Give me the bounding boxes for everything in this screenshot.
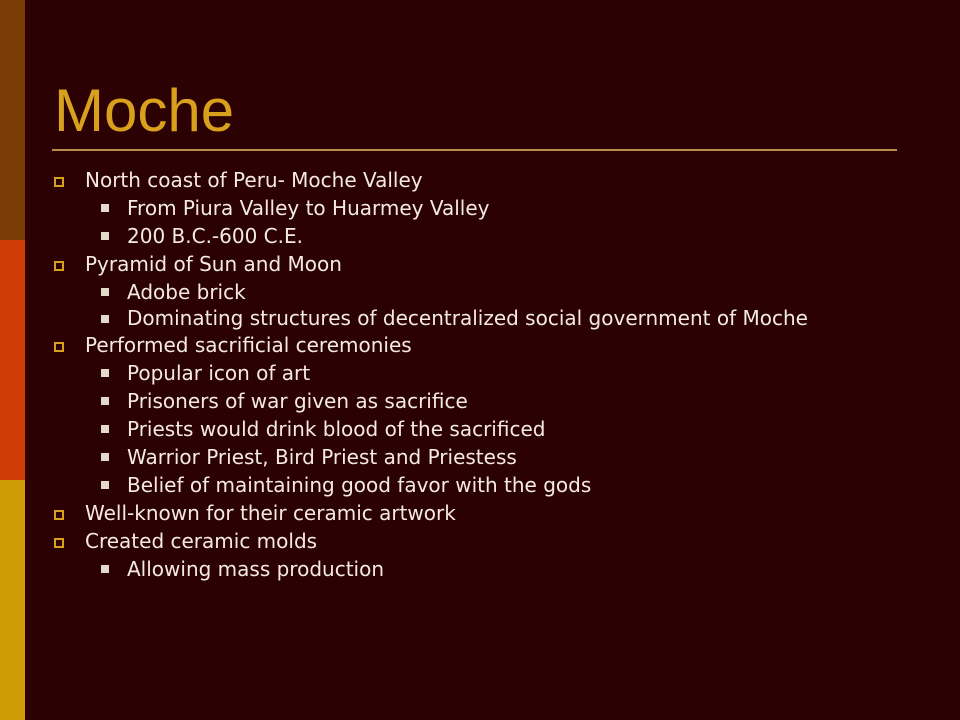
sub-bullet-item <box>54 197 884 219</box>
hollow-square-bullet-icon <box>54 177 64 187</box>
hollow-square-bullet-icon <box>54 538 64 548</box>
hollow-square-bullet-icon <box>54 510 64 520</box>
sub-bullet-text: 200 B.C.-600 C.E. <box>127 224 303 248</box>
decorative-stripe-bottom <box>0 480 25 720</box>
sub-bullet-item <box>54 281 884 303</box>
bullet-list <box>54 169 884 586</box>
sub-bullet-text: Allowing mass production <box>127 557 385 581</box>
filled-square-bullet-icon <box>101 425 109 433</box>
bullet-text: Well-known for their ceramic artwork <box>85 501 456 525</box>
sub-bullet-text: Belief of maintaining good favor with the gods <box>127 473 592 497</box>
filled-square-bullet-icon <box>101 397 109 405</box>
filled-square-bullet-icon <box>101 232 109 240</box>
sub-bullet-item <box>54 362 884 384</box>
bullet-item <box>54 530 884 552</box>
sub-bullet-item <box>54 225 884 247</box>
filled-square-bullet-icon <box>101 453 109 461</box>
filled-square-bullet-icon <box>101 288 109 296</box>
sub-bullet-text: Priests would drink blood of the sacrificed <box>127 417 546 441</box>
bullet-item <box>54 334 884 356</box>
sub-bullet-text: From Piura Valley to Huarmey Valley <box>127 196 490 220</box>
bullet-item <box>54 169 884 191</box>
bullet-item <box>54 502 884 524</box>
filled-square-bullet-icon <box>101 481 109 489</box>
sub-bullet-text: Adobe brick <box>127 280 246 304</box>
bullet-text: North coast of Peru- Moche Valley <box>85 168 423 192</box>
sub-bullet-item <box>54 306 884 330</box>
bullet-text: Created ceramic molds <box>85 529 318 553</box>
sub-bullet-item <box>54 558 884 580</box>
sub-bullet-item <box>54 418 884 440</box>
slide-title: Moche <box>54 77 235 144</box>
decorative-stripe-middle <box>0 240 25 480</box>
filled-square-bullet-icon <box>101 204 109 212</box>
hollow-square-bullet-icon <box>54 261 64 271</box>
bullet-text: Performed sacrificial ceremonies <box>85 333 412 357</box>
title-divider <box>52 149 897 151</box>
sub-bullet-text: Prisoners of war given as sacrifice <box>127 389 468 413</box>
sub-bullet-item <box>54 390 884 412</box>
hollow-square-bullet-icon <box>54 342 64 352</box>
filled-square-bullet-icon <box>101 565 109 573</box>
filled-square-bullet-icon <box>101 369 109 377</box>
sub-bullet-item <box>54 446 884 468</box>
sub-bullet-text: Popular icon of art <box>127 361 311 385</box>
bullet-text: Pyramid of Sun and Moon <box>85 252 342 276</box>
sub-bullet-text: Warrior Priest, Bird Priest and Priestess <box>127 445 517 469</box>
sub-bullet-text: Dominating structures of decentralized social government of Moche <box>127 306 808 330</box>
filled-square-bullet-icon <box>101 315 109 323</box>
sub-bullet-item <box>54 474 884 496</box>
decorative-stripe-top <box>0 0 25 240</box>
bullet-item <box>54 253 884 275</box>
